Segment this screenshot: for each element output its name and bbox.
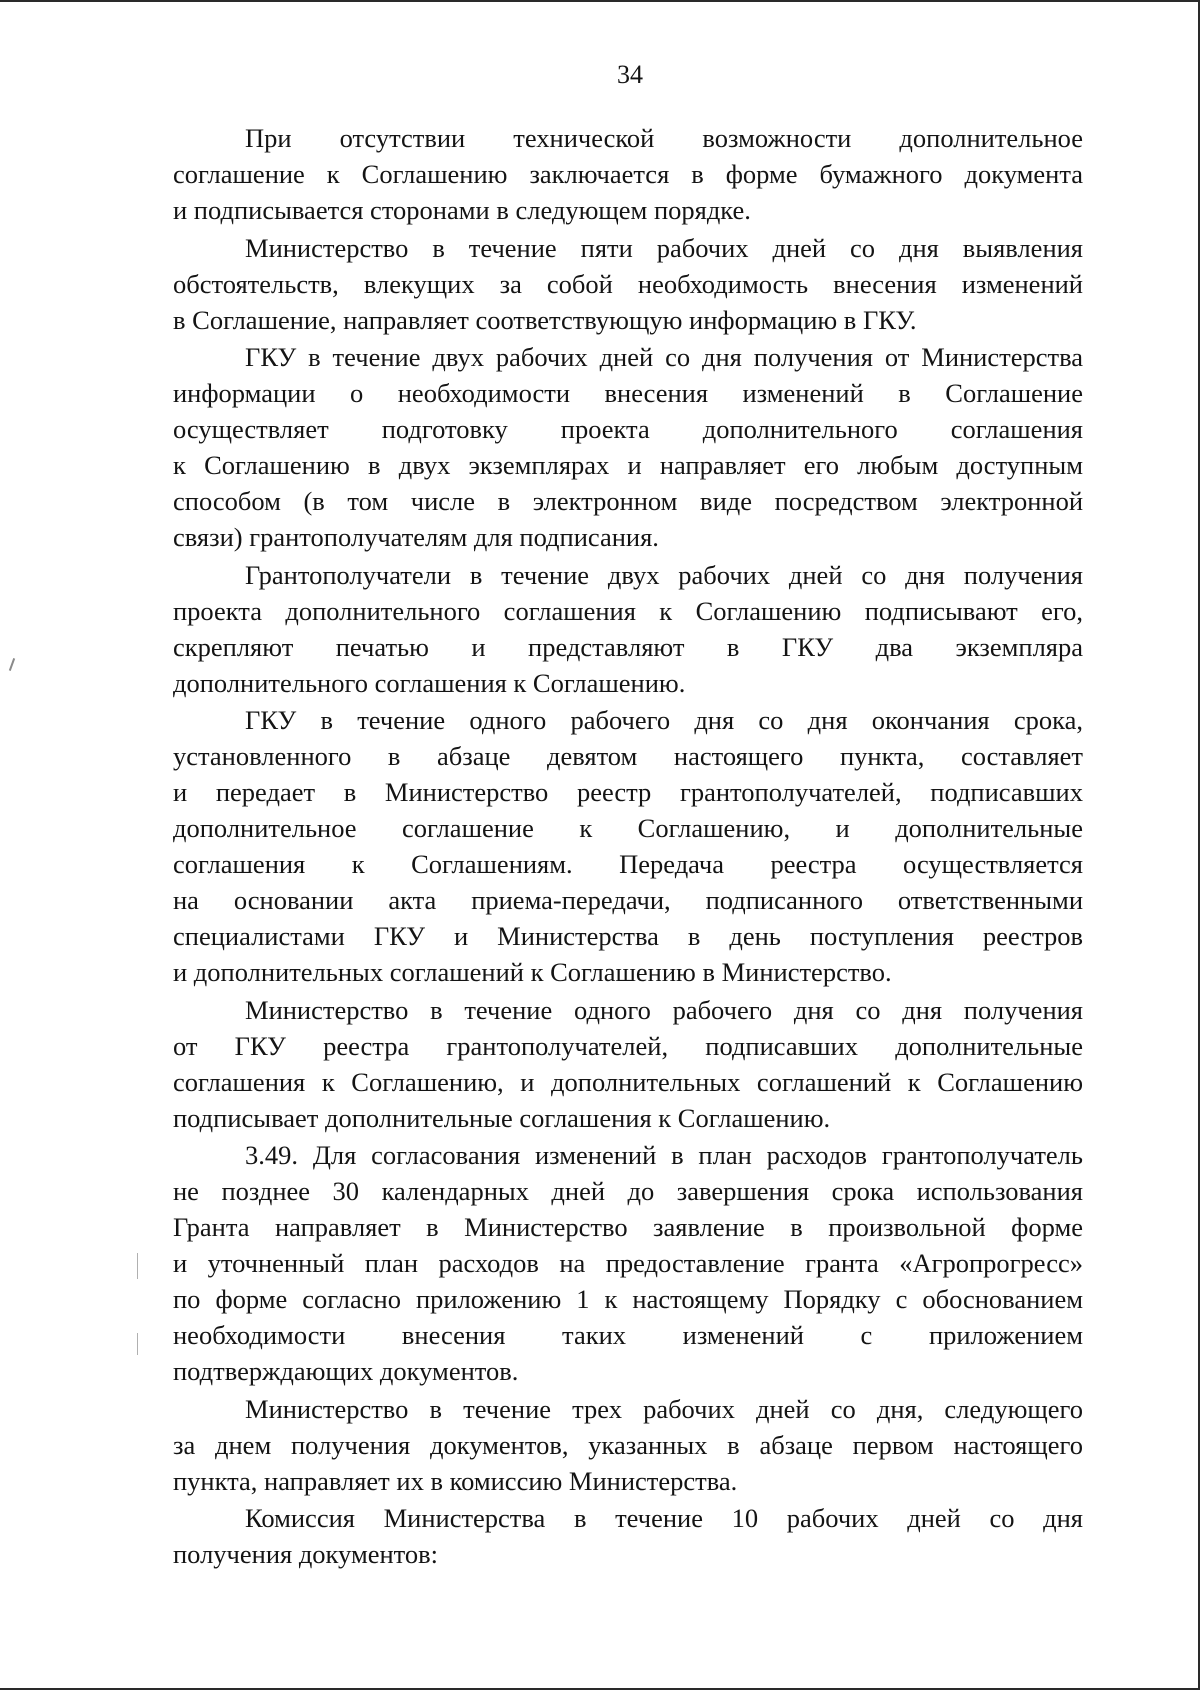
text-line: способом (в том числе в электронном виде посредством электронной	[173, 486, 1083, 516]
text-line: 3.49. Для согласования изменений в план расходов грантополучатель	[245, 1140, 1083, 1170]
text-line: Грантополучатели в течение двух рабочих дней со дня получения	[245, 559, 1083, 590]
text-line: и передает в Министерство реестр грантополучателей, подписавших	[173, 777, 1083, 807]
scan-speck	[9, 658, 15, 671]
text-line: по форме согласно приложению 1 к настоящему Порядку с обоснованием	[173, 1284, 1083, 1314]
scan-speck	[137, 1333, 138, 1355]
paragraph	[173, 557, 1083, 701]
text-line: соглашение к Соглашению заключается в форме бумажного документа	[173, 159, 1083, 189]
text-line: скрепляют печатью и представляют в ГКУ два экземпляра	[173, 631, 1083, 662]
text-line: от ГКУ реестра грантополучателей, подписавших дополнительные	[173, 1030, 1083, 1061]
paragraph	[173, 339, 1083, 555]
text-line: обстоятельств, влекущих за собой необходимость внесения изменений	[173, 268, 1083, 299]
document-body	[173, 120, 1083, 1574]
text-line: не позднее 30 календарных дней до завершения срока использования	[173, 1176, 1083, 1206]
text-line: Министерство в течение пяти рабочих дней со дня выявления	[245, 232, 1083, 263]
text-line: подписывает дополнительные соглашения к Соглашению.	[173, 1102, 831, 1133]
text-line: получения документов:	[173, 1539, 439, 1569]
text-line: за днем получения документов, указанных в абзаце первом настоящего	[173, 1429, 1083, 1460]
paragraph	[173, 992, 1083, 1136]
scan-speck	[137, 1253, 138, 1279]
text-line: пункта, направляет их в комиссию Министерства.	[173, 1465, 738, 1496]
text-line: соглашения к Соглашению, и дополнительных соглашений к Соглашению	[173, 1066, 1083, 1097]
text-line: на основании акта приема-передачи, подписанного ответственными	[173, 885, 1083, 915]
text-line: связи) грантополучателям для подписания.	[173, 522, 659, 552]
text-line: информации о необходимости внесения изменений в Соглашение	[173, 378, 1083, 408]
text-line: осуществляет подготовку проекта дополнительного соглашения	[173, 414, 1083, 444]
text-line: ГКУ в течение одного рабочего дня со дня окончания срока,	[245, 705, 1083, 735]
paragraph	[173, 702, 1083, 990]
paragraph	[173, 230, 1083, 338]
paragraph	[173, 1137, 1083, 1389]
page-edge-top	[0, 0, 1200, 2]
text-line: необходимости внесения таких изменений с приложением	[173, 1320, 1083, 1350]
text-line: в Соглашение, направляет соответствующую информацию в ГКУ.	[173, 304, 917, 335]
text-line: дополнительное соглашение к Соглашению, и дополнительные	[173, 813, 1083, 843]
text-line: При отсутствии технической возможности дополнительное	[245, 123, 1083, 153]
paragraph	[173, 1391, 1083, 1499]
text-line: установленного в абзаце девятом настоящего пункта, составляет	[173, 741, 1083, 771]
paragraph	[173, 1500, 1083, 1572]
text-line: соглашения к Соглашениям. Передача реестра осуществляется	[173, 849, 1083, 879]
text-line: Комиссия Министерства в течение 10 рабочих дней со дня	[245, 1503, 1083, 1533]
text-line: проекта дополнительного соглашения к Соглашению подписывают его,	[173, 595, 1083, 626]
text-line: специалистами ГКУ и Министерства в день поступления реестров	[173, 921, 1083, 951]
text-line: и дополнительных соглашений к Соглашению в Министерство.	[173, 957, 892, 987]
text-line: Гранта направляет в Министерство заявление в произвольной форме	[173, 1212, 1083, 1242]
text-line: к Соглашению в двух экземплярах и направляет его любым доступным	[173, 450, 1083, 480]
text-line: и подписывается сторонами в следующем порядке.	[173, 195, 751, 225]
text-line: Министерство в течение трех рабочих дней со дня, следующего	[245, 1393, 1083, 1424]
text-line: Министерство в течение одного рабочего дня со дня получения	[245, 994, 1083, 1025]
text-line: дополнительного соглашения к Соглашению.	[173, 667, 686, 698]
text-line: ГКУ в течение двух рабочих дней со дня получения от Министерства	[245, 342, 1083, 372]
text-line: подтверждающих документов.	[173, 1356, 519, 1386]
paragraph	[173, 120, 1083, 228]
text-line: и уточненный план расходов на предоставление гранта «Агропрогресс»	[173, 1248, 1083, 1278]
page-number: 34	[617, 60, 643, 89]
